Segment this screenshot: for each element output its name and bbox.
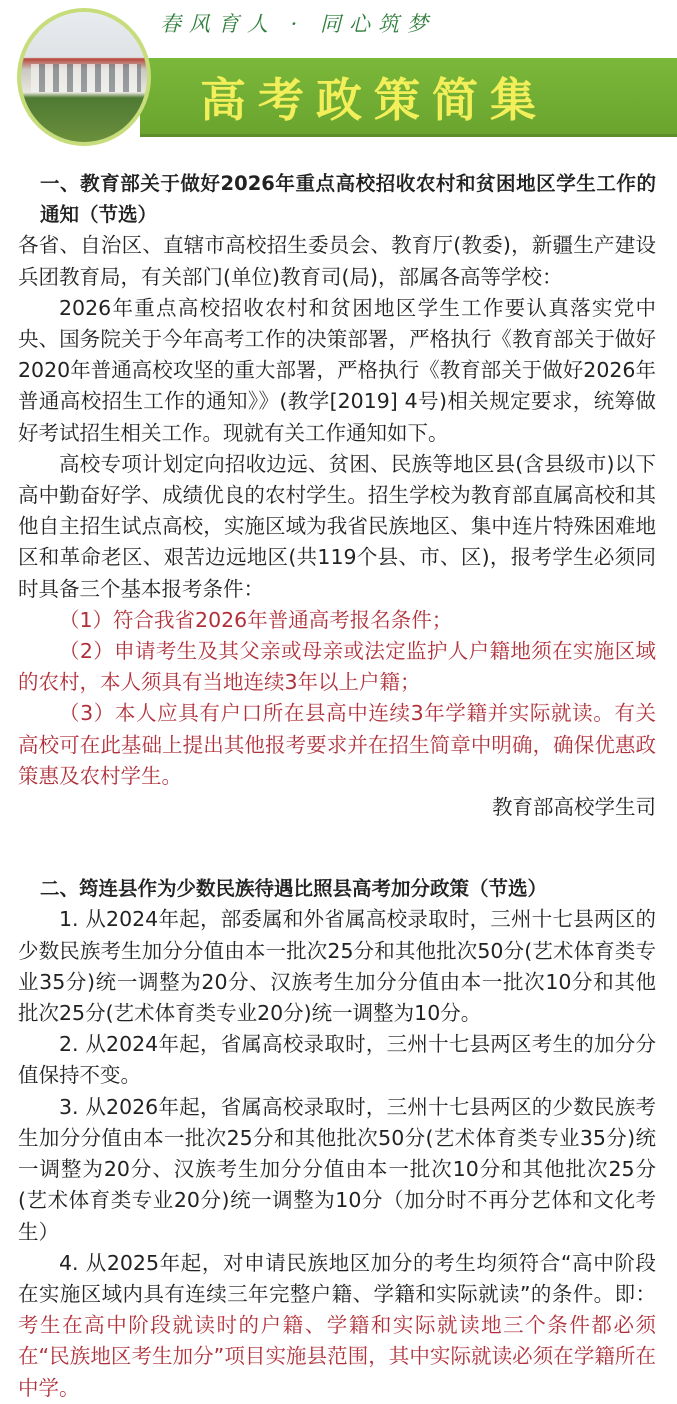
section1-paragraph: 高校专项计划定向招收边远、贫困、民族等地区县(含县级市)以下高中勤奋好学、成绩优良的农村学生。招生学校为教育部直属高校和其他自主招生试点高校，实施区域为我省民族地区、集中连片特殊困难地区和革命老区、艰苦边远地区(共119个县、市、区)，报考学生必须同时具备三个基本报考条件： bbox=[18, 451, 656, 601]
section1-paragraph: 2026年重点高校招收农村和贫困地区学生工作要认真落实党中央、国务院关于今年高考工作的决策部署，严格执行《教育部关于做好2020年普通高校攻坚的重大部署，严格执行《教育部关于做好2026年普通高校招生工作的通知》》(教学[2019] 4号)相关规定要求，统筹做好考试招生相关工作。现就有关工作通知如下。 bbox=[18, 295, 656, 445]
section2-title: 二、筠连县作为少数民族待遇比照县高考加分政策（节选） bbox=[40, 877, 548, 901]
photo-wall bbox=[31, 64, 141, 92]
policy-item-4-text: 4. 从2025年起，对申请民族地区加分的考生均须符合“高中阶段在实施区域内具有连续三年完整户籍、学籍和实际就读”的条件。即： bbox=[18, 1250, 656, 1306]
slogan: 春风育人 · 同心筑梦 bbox=[160, 12, 437, 36]
condition-1: （1）符合我省2026年普通高考报名条件； bbox=[59, 607, 453, 632]
page-title: 高考政策简集 bbox=[200, 73, 548, 127]
header bbox=[0, 0, 677, 150]
condition-2: （2）申请考生及其父亲或母亲或法定监护人户籍地须在实施区域的农村，本人须具有当地连续3年以上户籍； bbox=[18, 639, 656, 695]
condition-3: （3）本人应具有户口所在县高中连续3年学籍并实际就读。有关高校可在此基础上提出其他报考要求并在招生简章中明确，确保优惠政策惠及农村学生。 bbox=[18, 701, 656, 788]
document-body bbox=[18, 168, 656, 1404]
school-photo bbox=[17, 8, 151, 146]
section1-salutation: 各省、自治区、直辖市高校招生委员会、教育厅(教委)，新疆生产建设兵团教育局，有关部门(单位)教育司(局)，部属各高等学校： bbox=[18, 233, 656, 289]
signature: 教育部高校学生司 bbox=[492, 795, 656, 820]
title-banner bbox=[140, 58, 677, 137]
section1-title: 一、教育部关于做好2026年重点高校招收农村和贫困地区学生工作的通知（节选） bbox=[40, 172, 656, 227]
policy-item-1: 1. 从2024年起，部委属和外省属高校录取时，三州十七县两区的少数民族考生加分分值由本一批次25分和其他批次50分(艺术体育类专业35分)统一调整为20分、汉族考生加分分值由本一批次10分和其他批次25分(艺术体育类专业20分)统一调整为10分。 bbox=[18, 907, 656, 1026]
policy-item-2: 2. 从2024年起，省属高校录取时，三州十七县两区考生的加分分值保持不变。 bbox=[18, 1032, 656, 1088]
policy-item-4 bbox=[18, 1248, 656, 1404]
policy-item-4-highlight: 考生在高中阶段就读时的户籍、学籍和实际就读地三个条件都必须在“民族地区考生加分”项目实施县范围，其中实际就读必须在学籍所在中学。 bbox=[18, 1313, 656, 1400]
policy-item-3: 3. 从2026年起，省属高校录取时，三州十七县两区的少数民族考生加分分值由本一批次25分和其他批次50分(艺术体育类专业35分)统一调整为20分、汉族考生加分分值由本一批次10分和其他批次25分(艺术体育类专业20分)统一调整为10分（加分时不再分艺体和文化考生） bbox=[18, 1094, 656, 1244]
